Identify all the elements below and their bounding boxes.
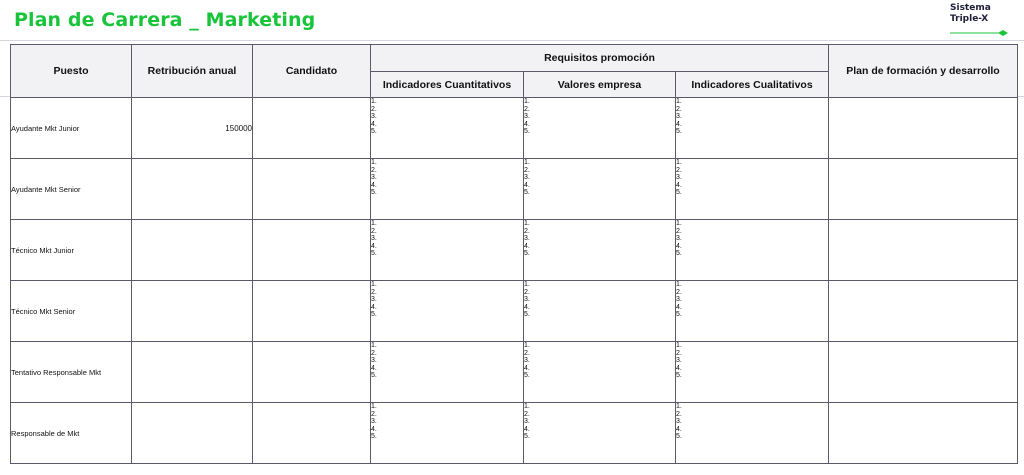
list-item: 5.: [371, 311, 377, 319]
header-requisitos: Requisitos promoción: [371, 45, 829, 72]
list-item: 4.: [524, 425, 530, 433]
cuantitativos-list-cell: [371, 98, 524, 159]
candidato-cell: [253, 281, 371, 342]
cuantitativos-list-cell: [371, 281, 524, 342]
table-row: [11, 159, 1018, 220]
puesto-cell: Técnico Mkt Senior: [11, 281, 132, 342]
retribucion-cell: [132, 281, 253, 342]
logo-swoosh-icon: [950, 29, 1010, 37]
valores-list-cell: [524, 159, 676, 220]
list-item: 2.: [676, 410, 682, 418]
list-item: 5.: [371, 372, 377, 380]
list-item: 3.: [676, 357, 682, 365]
list-item: 2.: [371, 105, 377, 113]
table-row: [11, 281, 1018, 342]
list-item: 5.: [676, 372, 682, 380]
list-item: 2.: [371, 227, 377, 235]
cualitativos-list-cell: [676, 98, 829, 159]
list-item: 5.: [524, 433, 530, 441]
logo-line-1: Sistema: [950, 3, 991, 13]
list-item: 5.: [676, 189, 682, 197]
logo-line-2: Triple-X: [950, 14, 989, 24]
candidato-cell: [253, 342, 371, 403]
list-item: 3.: [676, 296, 682, 304]
cualitativos-list-cell: [676, 342, 829, 403]
valores-list-cell: [524, 281, 676, 342]
list-item: 2.: [524, 227, 530, 235]
list-item: 1.: [371, 159, 377, 166]
plan-cell: [829, 220, 1018, 281]
list-item: 2.: [524, 349, 530, 357]
list-item: 1.: [371, 98, 377, 105]
list-item: 2.: [676, 166, 682, 174]
list-item: 3.: [371, 418, 377, 426]
puesto-cell: Tentativo Responsable Mkt: [11, 342, 132, 403]
list-item: 1.: [676, 403, 682, 410]
header-cuantitativos: Indicadores Cuantitativos: [371, 72, 524, 98]
cuantitativos-list-cell: [371, 159, 524, 220]
list-item: 5.: [371, 189, 377, 197]
header-plan: Plan de formación y desarrollo: [829, 45, 1018, 98]
list-item: 4.: [676, 120, 682, 128]
puesto-cell: Ayudante Mkt Junior: [11, 98, 132, 159]
cualitativos-list-cell: [676, 159, 829, 220]
list-item: 2.: [676, 349, 682, 357]
list-item: 4.: [524, 303, 530, 311]
list-item: 1.: [371, 403, 377, 410]
list-item: 3.: [524, 357, 530, 365]
plan-cell: [829, 403, 1018, 464]
list-item: 1.: [371, 281, 377, 288]
list-item: 5.: [524, 372, 530, 380]
list-item: 3.: [371, 174, 377, 182]
cuantitativos-list-cell: [371, 220, 524, 281]
list-item: 1.: [524, 159, 530, 166]
list-item: 2.: [524, 410, 530, 418]
list-item: 2.: [524, 105, 530, 113]
career-plan-table: [10, 44, 1018, 464]
list-item: 2.: [371, 349, 377, 357]
list-item: 3.: [676, 174, 682, 182]
cualitativos-list-cell: [676, 281, 829, 342]
list-item: 1.: [676, 98, 682, 105]
list-item: 1.: [676, 159, 682, 166]
valores-list-cell: [524, 342, 676, 403]
list-item: 3.: [524, 418, 530, 426]
list-item: 4.: [524, 364, 530, 372]
puesto-cell: Técnico Mkt Junior: [11, 220, 132, 281]
top-rule: [0, 40, 1024, 41]
valores-list-cell: [524, 98, 676, 159]
list-item: 4.: [676, 181, 682, 189]
list-item: 1.: [371, 220, 377, 227]
list-item: 5.: [524, 128, 530, 136]
header-candidato: Candidato: [253, 45, 371, 98]
list-item: 4.: [371, 303, 377, 311]
list-item: 3.: [371, 357, 377, 365]
list-item: 2.: [371, 166, 377, 174]
list-item: 4.: [676, 303, 682, 311]
list-item: 5.: [524, 250, 530, 258]
plan-cell: [829, 281, 1018, 342]
list-item: 1.: [676, 342, 682, 349]
list-item: 5.: [524, 311, 530, 319]
retribucion-cell: 150000: [132, 98, 253, 159]
valores-list-cell: [524, 220, 676, 281]
list-item: 3.: [524, 296, 530, 304]
list-item: 4.: [524, 120, 530, 128]
list-item: 2.: [676, 288, 682, 296]
candidato-cell: [253, 159, 371, 220]
retribucion-cell: [132, 342, 253, 403]
list-item: 4.: [524, 181, 530, 189]
list-item: 3.: [676, 418, 682, 426]
list-item: 5.: [371, 128, 377, 136]
candidato-cell: [253, 403, 371, 464]
list-item: 4.: [676, 364, 682, 372]
list-item: 1.: [676, 220, 682, 227]
list-item: 3.: [371, 113, 377, 121]
plan-cell: [829, 159, 1018, 220]
list-item: 4.: [371, 120, 377, 128]
list-item: 1.: [524, 403, 530, 410]
list-item: 3.: [676, 113, 682, 121]
list-item: 5.: [524, 189, 530, 197]
list-item: 2.: [676, 105, 682, 113]
table-row: [11, 98, 1018, 159]
cualitativos-list-cell: [676, 220, 829, 281]
header-retribucion: Retribución anual: [132, 45, 253, 98]
list-item: 1.: [524, 281, 530, 288]
puesto-cell: Responsable de Mkt: [11, 403, 132, 464]
list-item: 1.: [524, 342, 530, 349]
retribucion-cell: [132, 159, 253, 220]
cuantitativos-list-cell: [371, 342, 524, 403]
list-item: 1.: [676, 281, 682, 288]
retribucion-cell: [132, 220, 253, 281]
list-item: 3.: [676, 235, 682, 243]
list-item: 1.: [371, 342, 377, 349]
list-item: 5.: [371, 250, 377, 258]
header-valores: Valores empresa: [524, 72, 676, 98]
list-item: 4.: [371, 425, 377, 433]
retribucion-cell: [132, 403, 253, 464]
list-item: 4.: [371, 181, 377, 189]
list-item: 3.: [524, 113, 530, 121]
cuantitativos-list-cell: [371, 403, 524, 464]
brand-logo: [950, 3, 1012, 39]
header-cualitativos: Indicadores Cualitativos: [676, 72, 829, 98]
plan-cell: [829, 98, 1018, 159]
list-item: 2.: [371, 288, 377, 296]
list-item: 2.: [676, 227, 682, 235]
list-item: 5.: [371, 433, 377, 441]
list-item: 5.: [676, 128, 682, 136]
list-item: 3.: [371, 296, 377, 304]
list-item: 4.: [524, 242, 530, 250]
list-item: 4.: [676, 242, 682, 250]
list-item: 4.: [371, 364, 377, 372]
list-item: 1.: [524, 220, 530, 227]
list-item: 4.: [676, 425, 682, 433]
document-title: Plan de Carrera _ Marketing: [14, 9, 316, 31]
valores-list-cell: [524, 403, 676, 464]
list-item: 1.: [524, 98, 530, 105]
list-item: 5.: [676, 250, 682, 258]
table-row: [11, 403, 1018, 464]
cualitativos-list-cell: [676, 403, 829, 464]
table-row: [11, 342, 1018, 403]
plan-cell: [829, 342, 1018, 403]
list-item: 3.: [524, 174, 530, 182]
list-item: 3.: [371, 235, 377, 243]
candidato-cell: [253, 98, 371, 159]
list-item: 2.: [524, 288, 530, 296]
list-item: 5.: [676, 311, 682, 319]
list-item: 4.: [371, 242, 377, 250]
list-item: 2.: [524, 166, 530, 174]
table-row: [11, 220, 1018, 281]
list-item: 3.: [524, 235, 530, 243]
puesto-cell: Ayudante Mkt Senior: [11, 159, 132, 220]
list-item: 5.: [676, 433, 682, 441]
candidato-cell: [253, 220, 371, 281]
list-item: 2.: [371, 410, 377, 418]
header-puesto: Puesto: [11, 45, 132, 98]
